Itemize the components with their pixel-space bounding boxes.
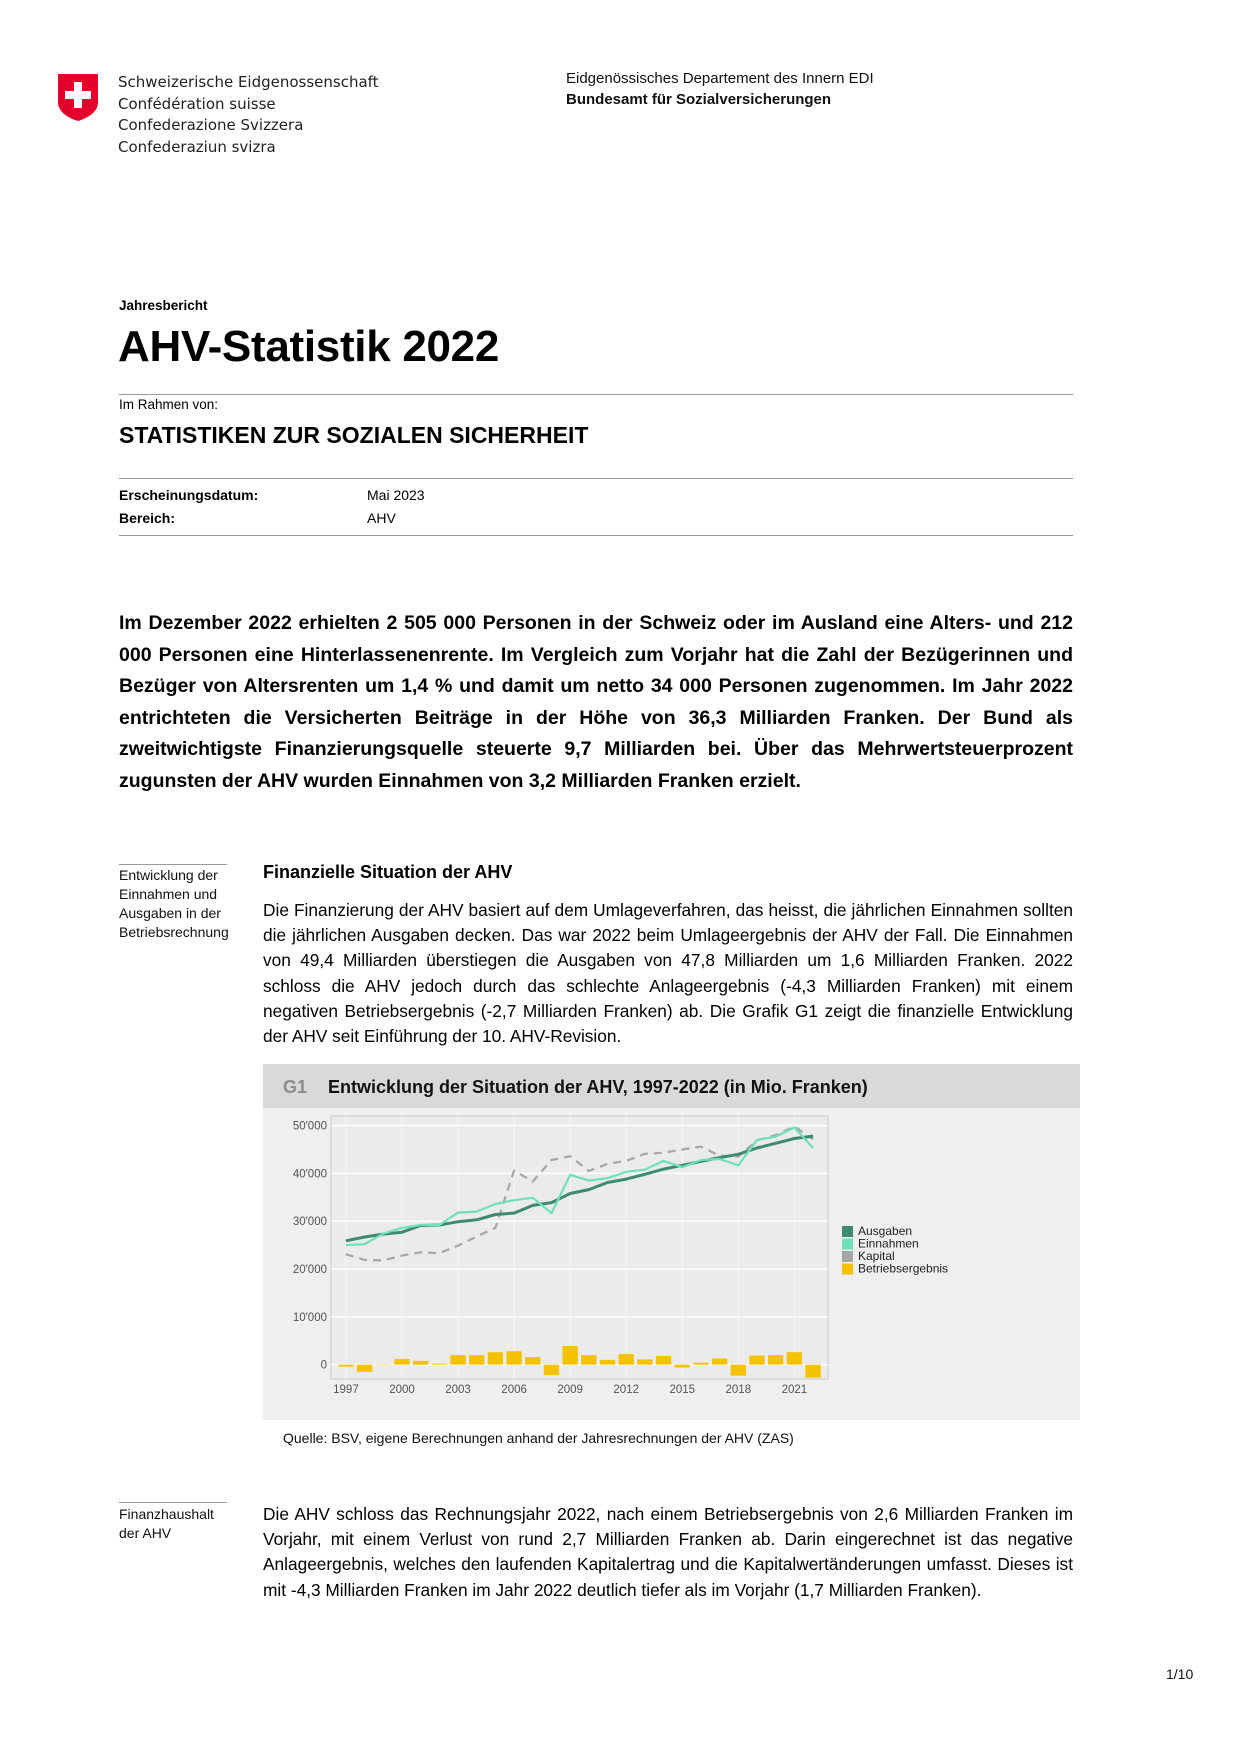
office-name: Bundesamt für Sozialversicherungen xyxy=(566,91,832,108)
y-tick-label: 0 xyxy=(320,1359,327,1372)
context-label: Im Rahmen von: xyxy=(119,397,219,412)
bar-betriebsergebnis-2022 xyxy=(805,1365,820,1378)
x-tick-label: 2006 xyxy=(501,1384,527,1396)
report-type: Jahresbericht xyxy=(119,298,208,313)
bar-betriebsergebnis-2011 xyxy=(600,1360,615,1365)
x-tick-label: 2012 xyxy=(613,1384,640,1396)
x-tick-label: 2003 xyxy=(445,1384,471,1396)
x-tick-label: 2000 xyxy=(389,1384,415,1396)
department-name: Eidgenössisches Departement des Innern EDI xyxy=(566,70,874,87)
bar-betriebsergebnis-1997 xyxy=(338,1365,353,1367)
confederation-line-de: Schweizerische Eidgenossenschaft xyxy=(118,73,379,91)
x-tick-label: 2018 xyxy=(725,1384,752,1396)
bar-betriebsergebnis-2021 xyxy=(787,1352,802,1364)
x-tick-label: 2021 xyxy=(781,1384,808,1396)
figure-title: Entwicklung der Situation der AHV, 1997-2022 (in Mio. Franken) xyxy=(328,1077,868,1097)
section-body: Die Finanzierung der AHV basiert auf dem Umlageverfahren, das heisst, die jährlichen Einnahmen sollten die jährlichen Ausgaben decken. Das war 2022 beim Umlageergebnis der AHV der Fall. Die Einnahmen von 49,4 Milliarden überstiegen die Ausgaben von 47,8 Milliarden um 1,6 Milliarden Franken. 2022 schloss die AHV jedoch durch das schlechte Anlageergebnis (-4,3 Milliarden Franken) mit einem negativen Betriebsergebnis (-2,7 Milliarden Franken) ab. Die Grafik G1 zeigt die finanzielle Entwicklung der AHV seit Einführung der 10. AHV-Revision. xyxy=(263,900,1073,1047)
bar-betriebsergebnis-2013 xyxy=(637,1359,652,1364)
y-tick-label: 20'000 xyxy=(292,1264,327,1277)
bar-betriebsergebnis-2020 xyxy=(768,1355,783,1365)
bar-betriebsergebnis-2015 xyxy=(675,1365,690,1368)
x-tick-label: 1997 xyxy=(333,1384,359,1396)
bar-betriebsergebnis-2009 xyxy=(562,1346,577,1365)
meta-value-date: Mai 2023 xyxy=(367,487,425,503)
bar-betriebsergebnis-2014 xyxy=(656,1356,671,1365)
bar-betriebsergebnis-2002 xyxy=(432,1364,447,1365)
legend-label-betriebsergebnis: Betriebsergebnis xyxy=(858,1261,949,1276)
y-tick-label: 30'000 xyxy=(292,1216,327,1229)
meta-label-date: Erscheinungsdatum: xyxy=(119,487,259,503)
divider xyxy=(119,478,1073,479)
figure-number: G1 xyxy=(283,1077,308,1097)
margin-rule xyxy=(119,1502,227,1503)
section2-body: Die AHV schloss das Rechnungsjahr 2022, nach einem Betriebsergebnis von 2,6 Milliarden Franken im Vorjahr, mit einem Verlust von rund 2,7 Milliarden Franken ab. Darin eingerechnet ist das negative Anlageergebnis, welches den laufenden Kapitalertrag und die Kapitalwertänderungen umfasst. Dieses ist mit -4,3 Milliarden Franken im Jahr 2022 deutlich tiefer als im Vorjahr (1,7 Milliarden Franken). xyxy=(263,1504,1073,1600)
bar-betriebsergebnis-2018 xyxy=(731,1365,746,1376)
meta-label-area: Bereich: xyxy=(119,510,176,526)
y-tick-label: 40'000 xyxy=(292,1168,327,1181)
bar-betriebsergebnis-2001 xyxy=(413,1361,428,1365)
x-tick-label: 2009 xyxy=(557,1384,583,1396)
bar-betriebsergebnis-1998 xyxy=(357,1365,372,1372)
bar-betriebsergebnis-2008 xyxy=(544,1365,559,1376)
legend-label-kapital: Kapital xyxy=(858,1249,895,1263)
bar-betriebsergebnis-2004 xyxy=(469,1355,484,1365)
confederation-line-it: Confederazione Svizzera xyxy=(118,116,304,134)
page-number: 1/10 xyxy=(1166,1666,1194,1682)
x-tick-label: 2015 xyxy=(669,1384,696,1396)
legend-swatch-einnahmen xyxy=(842,1239,853,1250)
margin-note-development: Entwicklung der Einnahmen und Ausgaben in der Betriebsrechnung xyxy=(119,867,229,940)
bar-betriebsergebnis-2019 xyxy=(749,1356,764,1365)
meta-value-area: AHV xyxy=(367,510,396,526)
confederation-line-fr: Confédération suisse xyxy=(118,94,276,113)
legend-swatch-betriebsergebnis xyxy=(842,1264,853,1275)
bar-betriebsergebnis-2003 xyxy=(450,1355,465,1365)
margin-rule xyxy=(119,864,227,865)
figure-source: Quelle: BSV, eigene Berechnungen anhand der Jahresrechnungen der AHV (ZAS) xyxy=(283,1430,794,1446)
divider xyxy=(119,394,1073,395)
bar-betriebsergebnis-2017 xyxy=(712,1358,727,1364)
bar-betriebsergebnis-2007 xyxy=(525,1357,540,1365)
legend-swatch-kapital xyxy=(842,1251,853,1262)
divider xyxy=(119,535,1073,536)
series-title: STATISTIKEN ZUR SOZIALEN SICHERHEIT xyxy=(119,422,589,448)
margin-note-finances: Finanzhaushalt der AHV xyxy=(119,1506,214,1541)
bar-betriebsergebnis-2006 xyxy=(506,1351,521,1364)
lead-paragraph: Im Dezember 2022 erhielten 2 505 000 Personen in der Schweiz oder im Ausland eine Alters- und 212 000 Personen eine Hinterlassenenrente. Im Vergleich zum Vorjahr hat die Zahl der Bezügerinnen und Bezüger von Altersrenten um 1,4 % und damit um netto 34 000 Personen zugenommen. Im Jahr 2022 entrichteten die Versicherten Beiträge in der Höhe von 36,3 Milliarden Franken. Der Bund als zweitwichtigste Finanzierungsquelle steuerte 9,7 Milliarden bei. Über das Mehrwertsteuerprozent zugunsten der AHV wurden Einnahmen von 3,2 Milliarden Franken erzielt. xyxy=(119,612,1073,792)
y-tick-label: 10'000 xyxy=(292,1311,327,1324)
meta-values xyxy=(367,484,425,530)
confederation-names xyxy=(118,72,379,158)
page-title: AHV-Statistik 2022 xyxy=(118,322,499,371)
legend-swatch-ausgaben xyxy=(842,1226,853,1237)
confederation-line-rm: Confederaziun svizra xyxy=(118,137,276,156)
legend-label-einnahmen: Einnahmen xyxy=(858,1236,919,1251)
ahv-chart xyxy=(263,1108,1080,1420)
bar-betriebsergebnis-2005 xyxy=(488,1352,503,1364)
bar-betriebsergebnis-2000 xyxy=(394,1359,409,1365)
meta-labels xyxy=(119,484,258,530)
department-block xyxy=(566,68,874,110)
legend-label-ausgaben: Ausgaben xyxy=(858,1224,913,1238)
bar-betriebsergebnis-2016 xyxy=(693,1363,708,1365)
bar-betriebsergebnis-2010 xyxy=(581,1355,596,1365)
swiss-cross-logo xyxy=(56,72,100,122)
section-heading: Finanzielle Situation der AHV xyxy=(263,862,513,882)
plot-area xyxy=(331,1116,828,1379)
y-tick-label: 50'000 xyxy=(292,1120,327,1133)
bar-betriebsergebnis-2012 xyxy=(619,1354,634,1365)
